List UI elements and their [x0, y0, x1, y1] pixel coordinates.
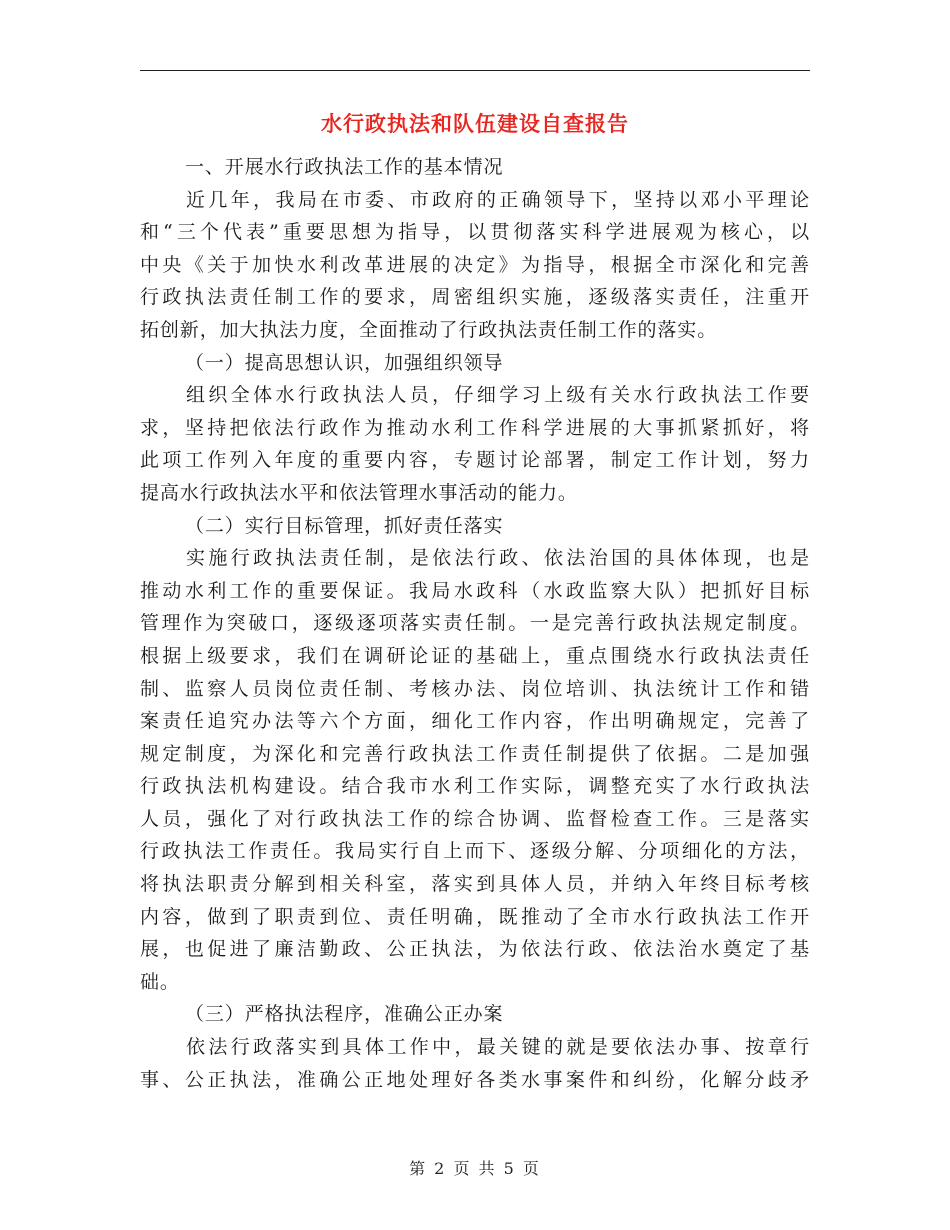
paragraph-line: 和“三个代表”重要思想为指导，以贯彻落实科学进展观为核心，以: [140, 221, 810, 244]
paragraph-line: 制、监察人员岗位责任制、考核办法、岗位培训、执法统计工作和错: [140, 677, 810, 700]
subsection-heading: （三）严格执法程序，准确公正办案: [185, 1003, 504, 1026]
paragraph-line: 行政执法机构建设。结合我市水利工作实际，调整充实了水行政执法: [140, 775, 810, 798]
document-body: [140, 151, 810, 1096]
paragraph-line: 根据上级要求，我们在调研论证的基础上，重点围绕水行政执法责任: [140, 644, 810, 667]
subsection-heading: （一）提高思想认识，加强组织领导: [185, 351, 504, 374]
paragraph-line: 将执法职责分解到相关科室，落实到具体人员，并纳入年终目标考核: [140, 873, 810, 896]
paragraph-line: 依法行政落实到具体工作中，最关键的就是要依法办事、按章行: [186, 1036, 810, 1059]
subsection-heading: （二）实行目标管理，抓好责任落实: [185, 514, 504, 537]
paragraph-line: 规定制度，为深化和完善行政执法工作责任制提供了依据。二是加强: [140, 742, 810, 765]
paragraph-line: 近几年，我局在市委、市政府的正确领导下，坚持以邓小平理论: [186, 188, 810, 211]
paragraph-line: 管理作为突破口，逐级逐项落实责任制。一是完善行政执法规定制度。: [140, 612, 810, 635]
paragraph-line: 案责任追究办法等六个方面，细化工作内容，作出明确规定，完善了: [140, 710, 810, 733]
page-number: 第 2 页 共 5 页: [409, 1159, 541, 1178]
paragraph-line: 拓创新，加大执法力度，全面推动了行政执法责任制工作的落实。: [140, 318, 718, 341]
document-title: 水行政执法和队伍建设自查报告: [321, 111, 629, 136]
paragraph-line: 展，也促进了廉洁勤政、公正执法，为依法行政、依法治水奠定了基: [140, 938, 810, 961]
paragraph-line: 此项工作列入年度的重要内容，专题讨论部署，制定工作计划，努力: [140, 449, 810, 472]
paragraph-line: 推动水利工作的重要保证。我局水政科（水政监察大队）把抓好目标: [140, 579, 810, 602]
paragraph-line: 础。: [140, 970, 180, 993]
paragraph-line: 求，坚持把依法行政作为推动水利工作科学进展的大事抓紧抓好，将: [140, 416, 810, 439]
paragraph-line: 内容，做到了职责到位、责任明确，既推动了全市水行政执法工作开: [140, 905, 810, 928]
paragraph-line: 行政执法工作责任。我局实行自上而下、逐级分解、分项细化的方法，: [140, 840, 810, 863]
paragraph-line: 中央《关于加快水利改革进展的决定》为指导，根据全市深化和完善: [140, 253, 810, 276]
paragraph-line: 事、公正执法，准确公正地处理好各类水事案件和纠纷，化解分歧矛: [140, 1068, 810, 1091]
paragraph-line: 组织全体水行政执法人员，仔细学习上级有关水行政执法工作要: [186, 384, 810, 407]
paragraph-line: 行政执法责任制工作的要求，周密组织实施，逐级落实责任，注重开: [140, 286, 810, 309]
paragraph-line: 提高水行政执法水平和依法管理水事活动的能力。: [140, 481, 578, 504]
paragraph-line: 人员，强化了对行政执法工作的综合协调、监督检查工作。三是落实: [140, 807, 810, 830]
paragraph-line: 实施行政执法责任制，是依法行政、依法治国的具体体现，也是: [186, 547, 810, 570]
section-heading: 一、开展水行政执法工作的基本情况: [185, 156, 504, 178]
header-rule: [140, 70, 810, 71]
